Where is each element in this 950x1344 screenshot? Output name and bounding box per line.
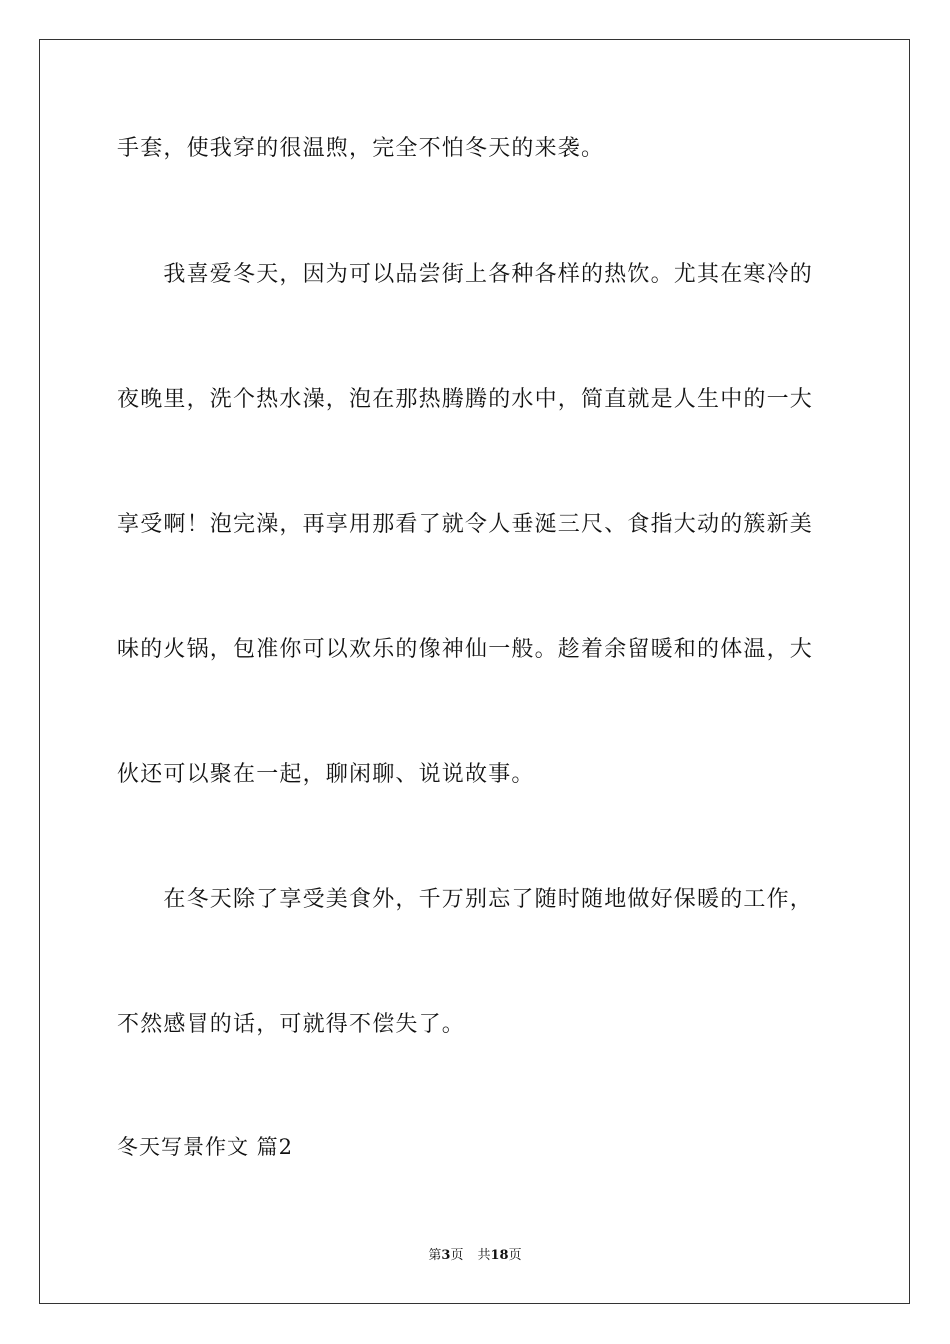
text-line-1: 手套，使我穿的很温煦，完全不怕冬天的来袭。 — [117, 136, 605, 161]
text-line-5: 味的火锅，包准你可以欢乐的像神仙一般。趁着余留暖和的体温，大 — [117, 637, 814, 662]
total-suffix: 页 — [508, 1248, 522, 1263]
text-line-7: 在冬天除了享受美食外，千万别忘了随时随地做好保暖的工作， — [117, 887, 814, 912]
section-heading: 冬天写景作文 篇2 — [117, 1135, 294, 1159]
total-pages: 18 — [490, 1248, 509, 1263]
page-suffix: 页 — [450, 1248, 464, 1263]
total-prefix: 共 — [477, 1248, 491, 1263]
text-line-6: 伙还可以聚在一起，聊闲聊、说说故事。 — [117, 762, 535, 787]
page-number: 3 — [441, 1248, 451, 1263]
text-line-2: 我喜爱冬天，因为可以品尝街上各种各样的热饮。尤其在寒冷的 — [117, 262, 814, 287]
page-frame — [39, 39, 910, 1304]
page-footer — [0, 1247, 950, 1265]
text-line-8: 不然感冒的话，可就得不偿失了。 — [117, 1012, 466, 1037]
page-prefix: 第 — [428, 1248, 442, 1263]
text-line-3: 夜晚里，洗个热水澡，泡在那热腾腾的水中，简直就是人生中的一大 — [117, 387, 814, 412]
text-line-4: 享受啊！泡完澡，再享用那看了就令人垂涎三尺、食指大动的簇新美 — [117, 512, 814, 537]
